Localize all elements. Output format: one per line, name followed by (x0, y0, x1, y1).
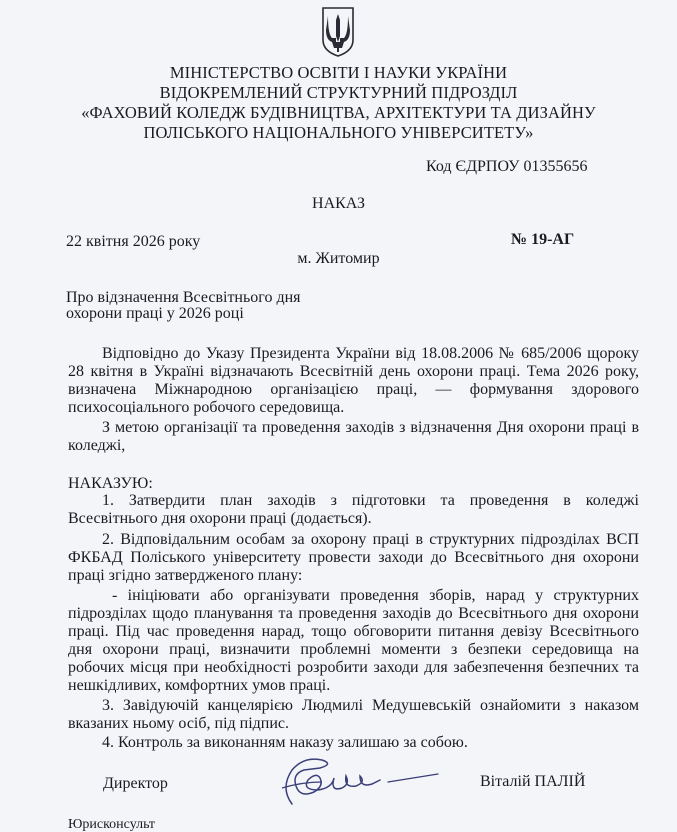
signer-role: Директор (103, 775, 168, 792)
trident-emblem-icon (320, 6, 356, 58)
edrpou-code: Код ЄДРПОУ 01355656 (426, 158, 588, 175)
university-name: ПОЛІСЬКОГО НАЦІОНАЛЬНОГО УНІВЕРСИТЕТУ» (143, 123, 534, 142)
handwritten-signature (262, 752, 442, 812)
document-title: НАКАЗ (312, 195, 365, 212)
order-number: № 19-АГ (511, 231, 575, 248)
subject-line-1: Про відзначення Всесвітнього дня (66, 289, 301, 306)
item-3-line: 3. Завідуючій канцелярією Людмилі Медушевській ознайомити з наказом (102, 697, 639, 714)
preamble-line: З метою організації та проведення заходів з відзначення Дня охорони праці в (102, 419, 639, 436)
preamble-line: психосоціального робочого середовища. (68, 399, 345, 416)
item-4-line: 4. Контроль за виконанням наказу залишаю за собою. (102, 734, 468, 751)
orders-heading: НАКАЗУЮ: (68, 475, 153, 492)
preamble-line: коледжі, (68, 437, 126, 454)
item-2-line: підрозділах щодо планування та проведення заходів до Всесвітнього дня охорони (68, 605, 639, 622)
item-2-line: праці згідно затвердженого плану: (68, 567, 303, 584)
preamble-line: Відповідно до Указу Президента України від 18.08.2006 № 685/2006 щороку (102, 345, 639, 362)
item-2-line: - ініціювати або організувати проведення зборів, нарад у структурних (112, 587, 639, 604)
preamble-line: 28 квітня в Україні відзначають Всесвітній день охорони праці. Тема 2026 року, (68, 363, 639, 380)
item-3-line: вказаних ньому осіб, під підпис. (68, 715, 290, 732)
signer-name: Віталій ПАЛІЙ (480, 773, 586, 790)
order-date: 22 квітня 2026 року (66, 233, 201, 250)
preamble-line: визначена Міжнародною організацією праці, — формування здорового (68, 381, 639, 398)
order-city: м. Житомир (297, 250, 380, 267)
ministry-name: МІНІСТЕРСТВО ОСВІТИ І НАУКИ УКРАЇНИ (169, 63, 508, 82)
subject-line-2: охорони праці у 2026 році (66, 305, 244, 322)
college-name: «ФАХОВИЙ КОЛЕДЖ БУДІВНИЦТВА, АРХІТЕКТУРИ ТА ДИЗАЙНУ (81, 103, 596, 122)
item-2-line: нешкідливих, комфортних умов праці. (68, 677, 331, 694)
item-2-line: 2. Відповідальним особам за охорону праці в структурних підрозділах ВСП (102, 531, 639, 548)
item-2-line: праці. Під час проведення нарад, тощо обговорити питання девізу Всесвітнього (68, 623, 639, 640)
footer-partial-line: Юрисконсульт (68, 817, 156, 832)
item-2-line: ФКБАД Поліського університету провести заходи до Всесвітнього дня охорони (68, 549, 639, 566)
item-2-line: робочих місця при необхідності розробити заходи для забезпечення безпечних та (68, 659, 639, 676)
item-1-line: Всесвітнього дня охорони праці (додається). (68, 510, 372, 527)
item-2-line: дня охорони праці, визначити проблемні моменти з безпеки середовища на (68, 641, 639, 658)
item-1-line: 1. Затвердити план заходів з підготовки та проведення в коледжі (102, 492, 639, 509)
unit-type: ВІДОКРЕМЛЕНИЙ СТРУКТУРНИЙ ПІДРОЗДІЛ (159, 83, 518, 102)
